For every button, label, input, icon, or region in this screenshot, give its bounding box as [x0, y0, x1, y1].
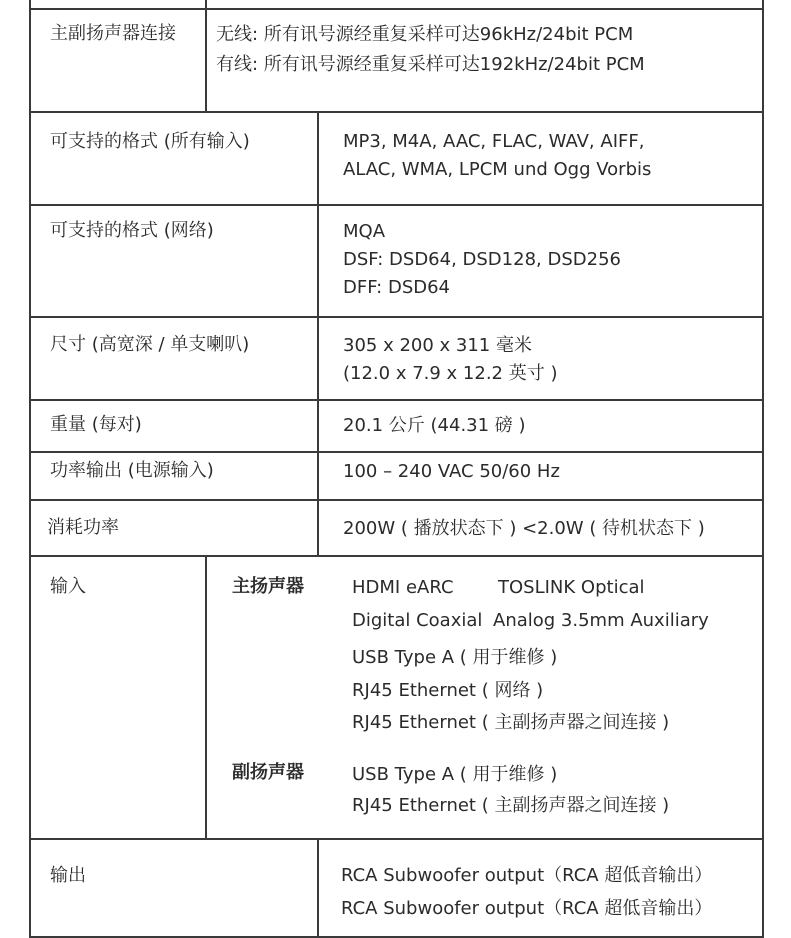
row-label-size: 尺寸 (高宽深 / 单支喇叭)	[50, 334, 250, 355]
row-divider	[29, 204, 763, 206]
sub-speaker-label: 副扬声器	[232, 762, 304, 783]
input-rj45-link: RJ45 Ethernet ( 主副扬声器之间连接 )	[352, 712, 670, 733]
column-divider	[317, 839, 319, 938]
output-line: RCA Subwoofer output（RCA 超低音输出）	[341, 898, 713, 919]
row-divider	[29, 399, 763, 401]
input-rj45-net: RJ45 Ethernet ( 网络 )	[352, 680, 544, 701]
row-label-connection: 主副扬声器连接	[50, 23, 176, 44]
row-divider	[29, 111, 763, 113]
column-divider	[205, 556, 207, 839]
row-label-weight: 重量 (每对)	[50, 414, 142, 435]
input-toslink: TOSLINK Optical	[498, 577, 645, 598]
row-divider	[29, 936, 763, 938]
size-metric: 305 x 200 x 311 毫米	[343, 335, 532, 356]
formats-all-line: MP3, M4A, AAC, FLAC, WAV, AIFF,	[343, 131, 645, 152]
table-border-right	[762, 0, 764, 938]
connection-wired: 有线: 所有讯号源经重复采样可达192kHz/24bit PCM	[216, 54, 645, 75]
row-divider	[29, 499, 763, 501]
input-usb: USB Type A ( 用于维修 )	[352, 647, 558, 668]
row-label-power-out: 功率输出 (电源输入)	[50, 460, 214, 481]
formats-all-line: ALAC, WMA, LPCM und Ogg Vorbis	[343, 159, 652, 180]
consumption-value: 200W ( 播放状态下 ) <2.0W ( 待机状态下 )	[343, 518, 705, 539]
power-out-value: 100 – 240 VAC 50/60 Hz	[343, 461, 560, 482]
row-label-formats-net: 可支持的格式 (网络)	[50, 220, 214, 241]
row-label-inputs: 输入	[50, 576, 86, 597]
input-coax: Digital Coaxial	[352, 610, 483, 631]
sub-input-usb: USB Type A ( 用于维修 )	[352, 764, 558, 785]
table-border-left	[29, 0, 31, 938]
input-aux: Analog 3.5mm Auxiliary	[493, 610, 709, 631]
row-label-consumption: 消耗功率	[47, 517, 119, 538]
formats-net-line: DFF: DSD64	[343, 277, 451, 298]
formats-net-line: DSF: DSD64, DSD128, DSD256	[343, 249, 621, 270]
row-label-formats-all: 可支持的格式 (所有输入)	[50, 131, 250, 152]
column-divider	[317, 112, 319, 556]
column-divider	[205, 0, 207, 112]
row-label-outputs: 输出	[50, 865, 86, 886]
connection-wireless: 无线: 所有讯号源经重复采样可达96kHz/24bit PCM	[216, 24, 634, 45]
row-divider	[29, 838, 763, 840]
main-speaker-label: 主扬声器	[232, 576, 304, 597]
sub-input-rj45: RJ45 Ethernet ( 主副扬声器之间连接 )	[352, 795, 670, 816]
formats-net-line: MQA	[343, 221, 386, 242]
row-divider	[29, 555, 763, 557]
output-line: RCA Subwoofer output（RCA 超低音输出）	[341, 865, 713, 886]
input-hdmi: HDMI eARC	[352, 577, 454, 598]
weight-value: 20.1 公斤 (44.31 磅 )	[343, 415, 526, 436]
size-imperial: (12.0 x 7.9 x 12.2 英寸 )	[343, 363, 558, 384]
row-divider	[29, 8, 763, 10]
spec-table	[29, 0, 763, 938]
row-divider	[29, 316, 763, 318]
row-divider	[29, 451, 763, 453]
